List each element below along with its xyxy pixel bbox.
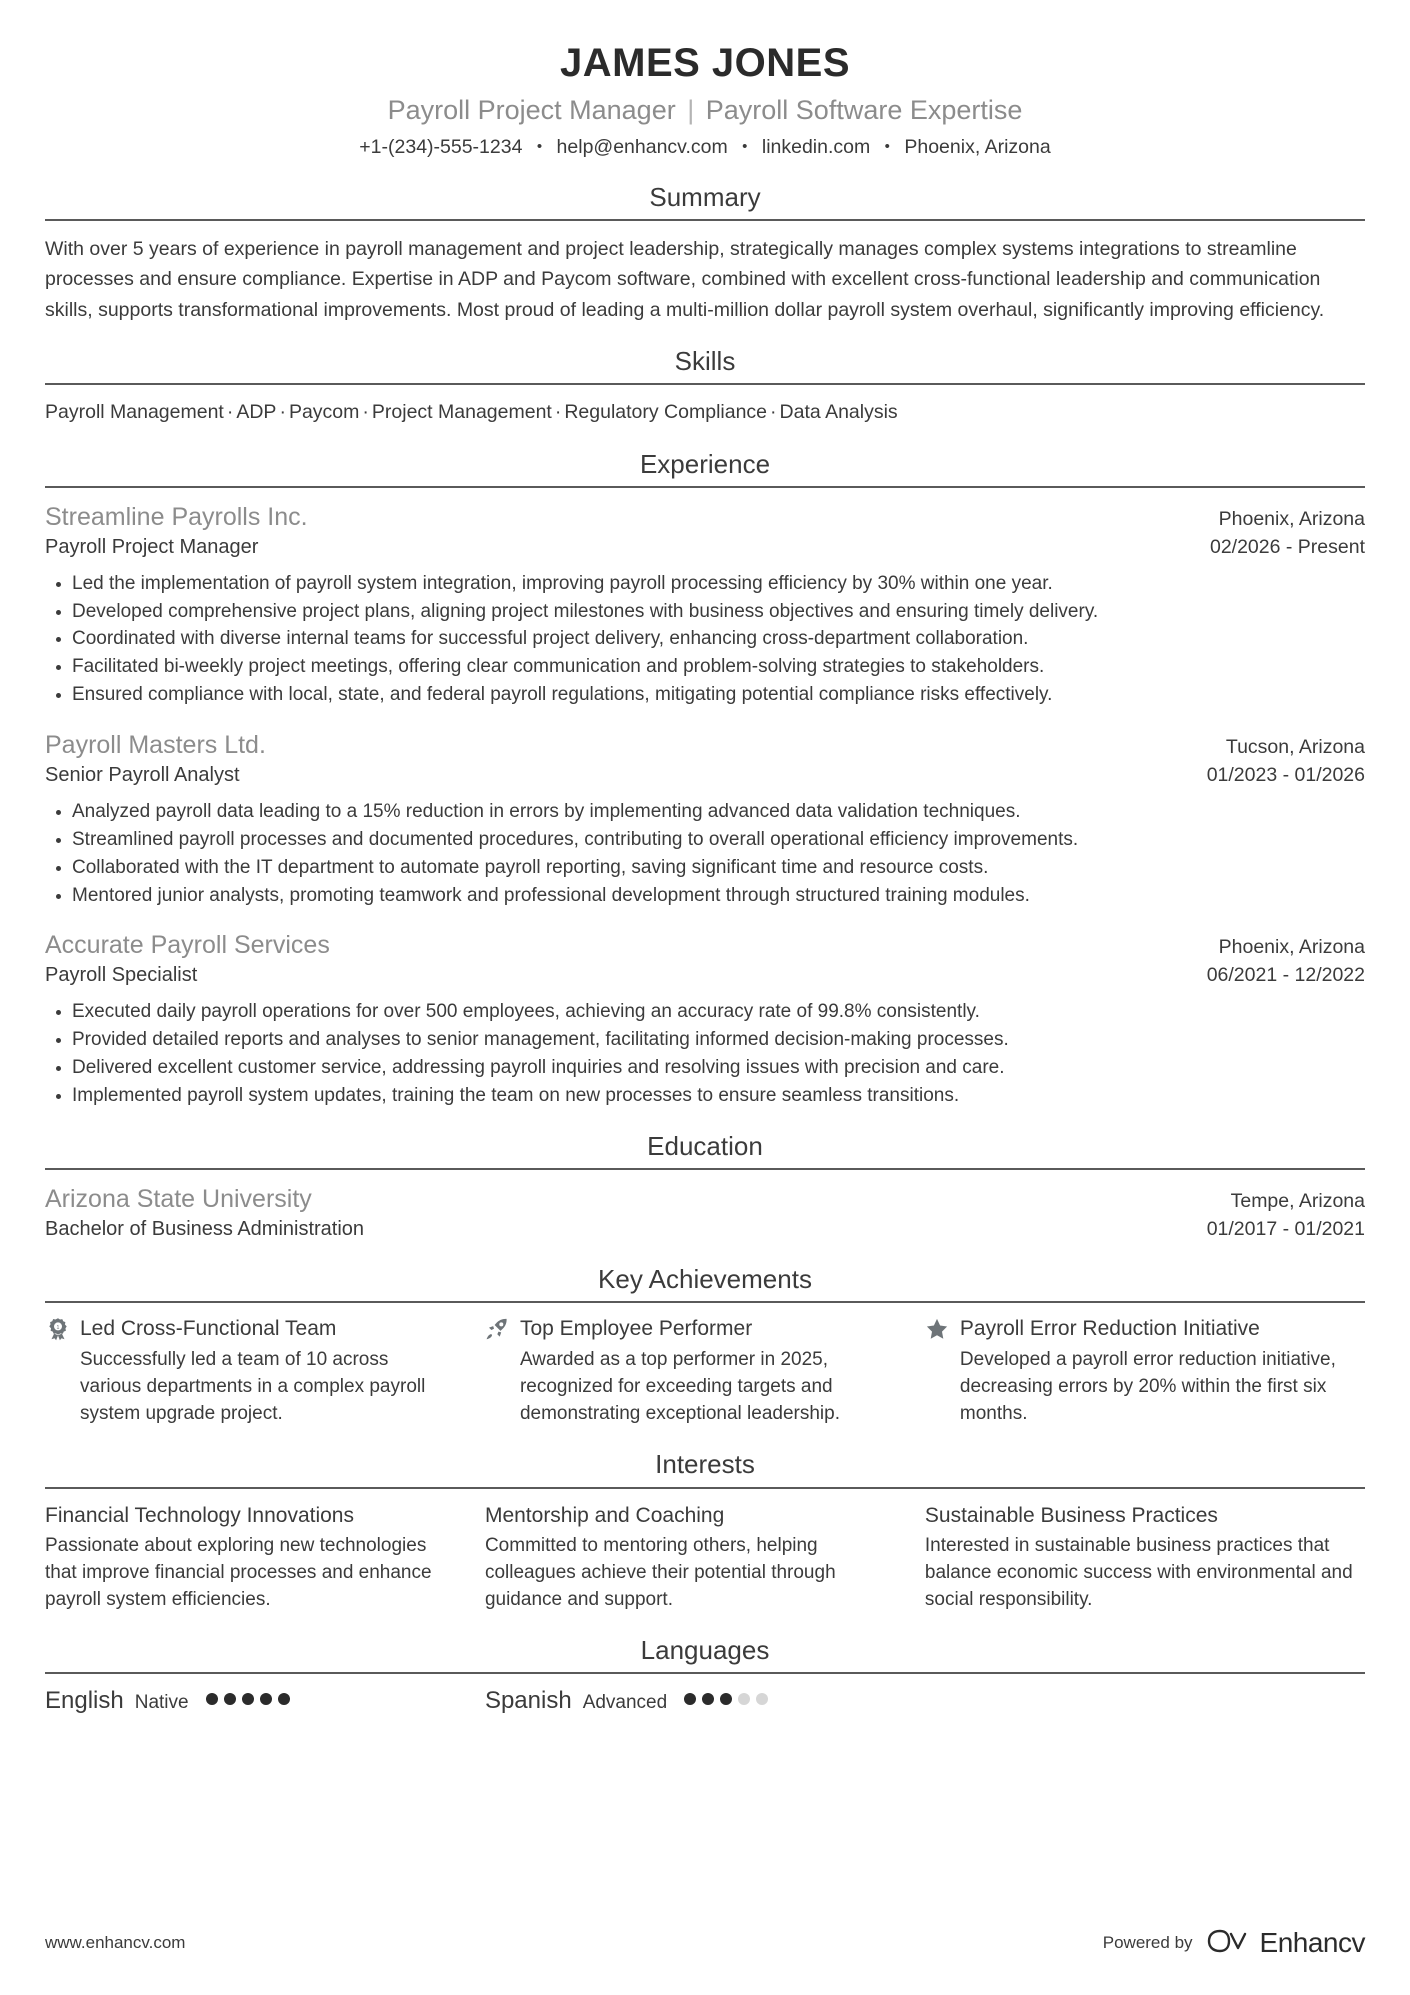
section-key-achievements [45, 1263, 1365, 1429]
enhancv-wordmark: Enhancv [1259, 1927, 1365, 1958]
achievement-title: Payroll Error Reduction Initiative [959, 1317, 1260, 1341]
proficiency-dot [242, 1693, 254, 1705]
contact-info [45, 135, 1365, 160]
star-icon [925, 1317, 950, 1342]
language-level: Native [134, 1692, 189, 1714]
interest-title: Mentorship and Coaching [484, 1503, 725, 1527]
achievement-description: Developed a payroll error reduction initiative, decreasing errors by 20% within the first six months. [959, 1349, 1336, 1425]
skill-separator-icon: · [279, 401, 286, 424]
enhancv-logo [1207, 1927, 1365, 1959]
section-heading-key-achievements: Key Achievements [598, 1263, 812, 1294]
powered-by-label: Powered by [1102, 1933, 1193, 1952]
achievement-title: Top Employee Performer [519, 1317, 753, 1341]
proficiency-dot [702, 1693, 714, 1705]
proficiency-dot [278, 1693, 290, 1705]
experience-bullet: Collaborated with the IT department to automate payroll reporting, saving significant time and resource costs. [45, 854, 1365, 882]
experience-location: Phoenix, Arizona [1218, 936, 1365, 959]
experience-entry-header [45, 501, 1365, 534]
interest-description: Passionate about exploring new technologies that improve financial processes and enhance payroll system efficiencies. [45, 1535, 432, 1611]
skill-item: Paycom [288, 401, 360, 424]
section-education [45, 1130, 1365, 1243]
language-item [485, 1687, 925, 1716]
page-footer [45, 1927, 1365, 1959]
interests-grid [45, 1502, 1365, 1614]
language-item [45, 1687, 485, 1716]
section-languages [45, 1634, 1365, 1716]
experience-bullets [45, 570, 1365, 710]
experience-bullet: Delivered excellent customer service, addressing payroll inquiries and resolving issues with precision and care. [45, 1054, 1365, 1082]
experience-bullet: Provided detailed reports and analyses to senior management, facilitating informed decision-making processes. [45, 1026, 1365, 1054]
experience-bullet: Streamlined payroll processes and documented procedures, contributing to overall operational efficiency improvements. [45, 826, 1365, 854]
education-dates: 01/2017 - 01/2021 [1206, 1217, 1365, 1240]
experience-entry-header [45, 729, 1365, 762]
contact-linkedin[interactable]: linkedin.com [761, 136, 871, 159]
achievement-header [925, 1316, 1365, 1342]
experience-bullets [45, 798, 1365, 910]
languages-grid [45, 1687, 1365, 1716]
education-entries [45, 1170, 1365, 1243]
education-entry-subheader [45, 1216, 1365, 1243]
education-degree: Bachelor of Business Administration [45, 1217, 365, 1240]
experience-entries [45, 488, 1365, 1109]
skill-item: Payroll Management [45, 401, 224, 424]
achievement-header [45, 1316, 451, 1342]
experience-entry [45, 729, 1365, 909]
section-heading-interests: Interests [655, 1449, 755, 1480]
interest-description: Committed to mentoring others, helping colleagues achieve their potential through guidance and support. [484, 1535, 836, 1611]
section-heading-skills: Skills [674, 345, 736, 376]
summary-text: With over 5 years of experience in payroll management and project leadership, strategically manages complex systems integrations to streamline processes and ensure compliance. Expertise in ADP and Paycom software, combined with excellent cross-functional leadership and communication skills, supports transformational improvements. Most proud of leading a multi-million dollar payroll system overhaul, significantly improving efficiency. [45, 238, 1325, 321]
contact-location: Phoenix, Arizona [904, 136, 1051, 159]
headline-divider: | [687, 95, 695, 125]
footer-website-link[interactable]: www.enhancv.com [45, 1933, 186, 1952]
skill-separator-icon: · [770, 401, 777, 424]
enhancv-mark-icon [1207, 1928, 1251, 1959]
experience-location: Phoenix, Arizona [1218, 508, 1365, 531]
contact-separator-icon: • [742, 138, 748, 156]
skill-separator-icon: · [554, 401, 562, 424]
contact-separator-icon: • [884, 138, 890, 156]
achievements-grid [45, 1316, 1365, 1428]
interest-item [925, 1502, 1365, 1614]
experience-bullet: Implemented payroll system updates, training the team on new processes to ensure seamless transitions. [45, 1082, 1365, 1110]
section-heading-education: Education [647, 1130, 763, 1161]
skill-separator-icon: · [362, 401, 369, 424]
section-experience [45, 448, 1365, 1110]
headline-secondary: Payroll Software Expertise [705, 95, 1023, 125]
professional-headline [45, 94, 1365, 126]
experience-job-title: Senior Payroll Analyst [45, 763, 240, 786]
interest-title: Sustainable Business Practices [924, 1503, 1218, 1527]
achievement-title: Led Cross-Functional Team [80, 1317, 337, 1341]
skill-separator-icon: · [226, 401, 234, 424]
proficiency-dot [738, 1693, 750, 1705]
achievement-description: Awarded as a top performer in 2025, recognized for exceeding targets and demonstrating exceptional leadership. [519, 1349, 840, 1425]
rocket-launch-icon [485, 1317, 510, 1342]
experience-bullet: Ensured compliance with local, state, and federal payroll regulations, mitigating potential compliance risks effectively. [45, 681, 1365, 709]
experience-company: Streamline Payrolls Inc. [45, 503, 308, 532]
experience-bullet: Executed daily payroll operations for over 500 employees, achieving an accuracy rate of 99.8% consistently. [45, 998, 1365, 1026]
language-proficiency-dots [206, 1693, 290, 1705]
experience-entry [45, 929, 1365, 1109]
section-summary [45, 181, 1365, 325]
skills-list [45, 398, 1365, 427]
education-location: Tempe, Arizona [1230, 1190, 1365, 1213]
achievement-item [45, 1316, 485, 1428]
experience-bullet: Led the implementation of payroll system integration, improving payroll processing efficiency by 30% within one year. [45, 570, 1365, 598]
section-skills [45, 345, 1365, 428]
experience-company: Accurate Payroll Services [45, 931, 330, 960]
proficiency-dot [756, 1693, 768, 1705]
headline-primary: Payroll Project Manager [387, 95, 676, 125]
interest-item [45, 1502, 485, 1614]
language-proficiency-dots [684, 1693, 768, 1705]
experience-company: Payroll Masters Ltd. [45, 731, 266, 760]
proficiency-dot [260, 1693, 272, 1705]
interest-description: Interested in sustainable business practices that balance economic success with environmental and social responsibility. [924, 1535, 1353, 1611]
skill-item: Data Analysis [779, 401, 898, 424]
experience-entry [45, 501, 1365, 709]
achievement-header [485, 1316, 891, 1342]
skill-item: Project Management [371, 401, 552, 424]
skill-item: ADP [236, 401, 277, 424]
experience-dates: 01/2023 - 01/2026 [1206, 763, 1365, 786]
experience-dates: 02/2026 - Present [1209, 535, 1365, 558]
proficiency-dot [720, 1693, 732, 1705]
experience-entry-subheader [45, 962, 1365, 989]
skill-item: Regulatory Compliance [564, 401, 768, 424]
experience-bullet: Coordinated with diverse internal teams for successful project delivery, enhancing cross-department collaboration. [45, 625, 1365, 653]
proficiency-dot [684, 1693, 696, 1705]
education-school: Arizona State University [45, 1185, 312, 1214]
experience-dates: 06/2021 - 12/2022 [1206, 963, 1365, 986]
language-name: English [45, 1687, 124, 1715]
language-name: Spanish [484, 1687, 572, 1715]
proficiency-dot [206, 1693, 218, 1705]
achievement-item [485, 1316, 925, 1428]
achievement-description: Successfully led a team of 10 across various departments in a complex payroll system upgrade project. [80, 1349, 426, 1425]
interest-title: Financial Technology Innovations [45, 1503, 354, 1527]
section-heading-languages: Languages [640, 1634, 770, 1665]
experience-location: Tucson, Arizona [1225, 736, 1365, 759]
experience-entry-subheader [45, 762, 1365, 789]
section-heading-summary: Summary [649, 181, 761, 212]
contact-email[interactable]: help@enhancv.com [556, 136, 728, 159]
award-ribbon-icon [45, 1317, 70, 1342]
proficiency-dot [224, 1693, 236, 1705]
experience-job-title: Payroll Specialist [45, 963, 198, 986]
experience-job-title: Payroll Project Manager [45, 535, 259, 558]
experience-bullets [45, 998, 1365, 1110]
page-title: JAMES JONES [559, 41, 851, 85]
contact-separator-icon: • [536, 138, 543, 156]
interest-item [485, 1502, 925, 1614]
section-interests [45, 1448, 1365, 1614]
svg-text:1: 1 [56, 1325, 59, 1332]
section-heading-experience: Experience [639, 448, 771, 479]
experience-entry-header [45, 929, 1365, 962]
experience-bullet: Developed comprehensive project plans, aligning project milestones with business objectives and ensuring timely delivery. [45, 598, 1365, 626]
resume-header [45, 30, 1365, 161]
experience-entry-subheader [45, 534, 1365, 561]
experience-bullet: Facilitated bi-weekly project meetings, offering clear communication and problem-solving strategies to stakeholders. [45, 653, 1365, 681]
contact-phone[interactable]: +1-(234)-555-1234 [359, 136, 523, 159]
experience-bullet: Mentored junior analysts, promoting teamwork and professional development through structured training modules. [45, 882, 1365, 910]
language-level: Advanced [582, 1692, 668, 1714]
experience-bullet: Analyzed payroll data leading to a 15% reduction in errors by implementing advanced data validation techniques. [45, 798, 1365, 826]
achievement-item [925, 1316, 1365, 1428]
education-entry [45, 1183, 1365, 1243]
education-entry-header [45, 1183, 1365, 1216]
